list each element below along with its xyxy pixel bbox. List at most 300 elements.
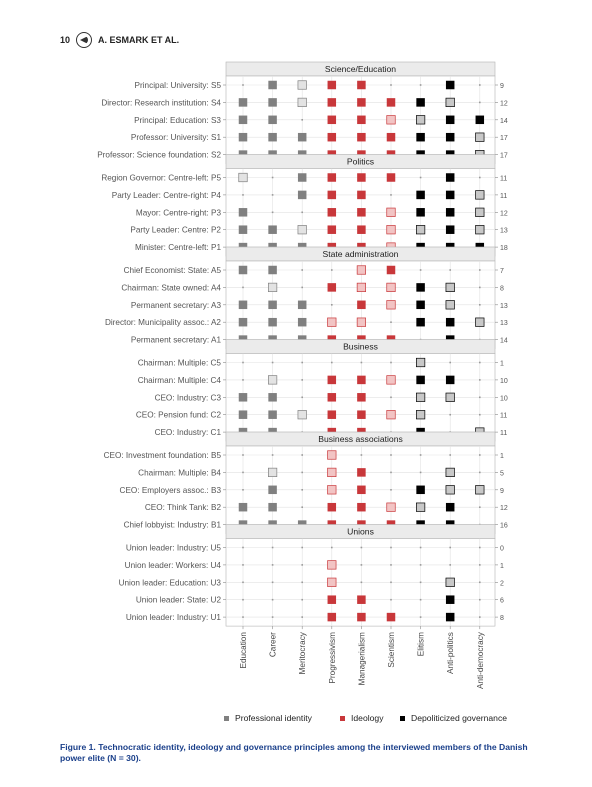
legend-swatch	[400, 716, 405, 721]
figure-caption: Figure 1. Technocratic identity, ideology and governance principles among the interviewed members of the Danish power elite (N = 30).	[60, 742, 528, 763]
cell-strong-square	[268, 225, 277, 234]
cell-strong-square	[446, 376, 455, 385]
cell-strong-square	[357, 486, 366, 495]
row-score: 9	[500, 83, 504, 90]
cell-strong-square	[328, 208, 337, 217]
cell-strong-square	[268, 133, 277, 142]
cell-weak-square	[387, 301, 396, 310]
cell-strong-square	[298, 301, 307, 310]
row-label: Region Governor: Centre-left: P5	[101, 173, 221, 183]
cell-weak-square	[476, 225, 485, 234]
panel-title: Politics	[346, 156, 375, 167]
row-label: CEO: Think Tank: B2	[144, 503, 221, 513]
cell-weak-square	[298, 410, 307, 419]
cell-weak-square	[416, 358, 425, 367]
cell-empty-dot	[420, 84, 422, 86]
cell-strong-square	[268, 486, 277, 495]
cell-strong-square	[357, 173, 366, 182]
cell-strong-square	[298, 173, 307, 182]
legend-swatch	[224, 716, 229, 721]
row-label: Chairman: Multiple: B4	[138, 468, 221, 478]
row-score: 11	[500, 412, 508, 420]
row-score: 17	[500, 152, 508, 160]
x-tick-label: Scientism	[387, 632, 396, 668]
row-label: Permanent secretary: A1	[130, 335, 221, 345]
panel-title: State administration	[322, 249, 399, 259]
cell-empty-dot	[449, 454, 451, 456]
cell-empty-dot	[301, 287, 303, 289]
cell-weak-square	[357, 283, 366, 292]
row-label: Chairman: Multiple: C4	[137, 375, 221, 385]
cell-strong-square	[328, 173, 337, 182]
cell-weak-square	[446, 468, 455, 477]
cell-weak-square	[328, 486, 337, 495]
row-score: 7	[500, 268, 504, 275]
row-score: 0	[500, 545, 504, 553]
cell-strong-square	[357, 208, 366, 217]
legend-label: Depoliticized governance	[411, 713, 508, 723]
x-tick-label: Meritocracy	[298, 632, 308, 675]
cell-empty-dot	[272, 599, 274, 601]
row-label: Union leader: Education: U3	[118, 578, 221, 588]
cell-empty-dot	[479, 506, 481, 508]
cell-empty-dot	[301, 564, 303, 566]
row-score: 11	[500, 192, 508, 200]
cell-strong-square	[268, 266, 277, 275]
cell-strong-square	[268, 116, 277, 125]
cell-strong-square	[416, 318, 425, 327]
cell-empty-dot	[420, 616, 422, 618]
cell-strong-square	[328, 133, 337, 142]
cell-strong-square	[446, 116, 455, 125]
cell-strong-square	[357, 225, 366, 234]
cell-strong-square	[298, 191, 307, 200]
cell-strong-square	[387, 613, 396, 622]
cell-empty-dot	[479, 269, 481, 271]
cell-empty-dot	[479, 599, 481, 601]
cell-empty-dot	[479, 582, 481, 584]
cell-weak-square	[357, 266, 366, 275]
cell-empty-dot	[479, 472, 481, 474]
cell-empty-dot	[361, 362, 363, 364]
row-label: CEO: Investment foundation: B5	[103, 451, 221, 460]
cell-strong-square	[416, 283, 425, 292]
cell-strong-square	[446, 191, 455, 200]
cell-empty-dot	[390, 599, 392, 601]
cell-empty-dot	[272, 177, 274, 179]
cell-empty-dot	[301, 489, 303, 491]
legend-label: Professional identity	[235, 713, 312, 723]
cell-weak-square	[268, 376, 277, 385]
cell-weak-square	[446, 98, 455, 107]
legend-label: Ideology	[351, 713, 384, 723]
cell-weak-square	[476, 318, 485, 327]
cell-strong-square	[328, 613, 337, 622]
cell-strong-square	[298, 133, 307, 142]
cell-strong-square	[416, 208, 425, 217]
cell-empty-dot	[242, 84, 244, 86]
cell-strong-square	[357, 595, 366, 604]
cell-strong-square	[416, 376, 425, 385]
row-score: 10	[500, 377, 508, 385]
cell-empty-dot	[361, 564, 363, 566]
cell-strong-square	[357, 191, 366, 200]
x-tick-label: Elitism	[416, 632, 426, 657]
cell-weak-square	[268, 468, 277, 477]
cell-empty-dot	[242, 582, 244, 584]
row-score: 1	[500, 360, 504, 368]
row-score: 14	[500, 337, 508, 345]
cell-empty-dot	[301, 506, 303, 508]
cell-weak-square	[387, 225, 396, 234]
cell-empty-dot	[242, 489, 244, 491]
x-tick-label: Education	[239, 632, 248, 669]
cell-empty-dot	[449, 564, 451, 566]
cell-empty-dot	[272, 547, 274, 549]
row-score: 1	[500, 453, 504, 460]
cell-strong-square	[239, 410, 248, 419]
cell-empty-dot	[301, 472, 303, 474]
row-score: 8	[500, 615, 504, 623]
cell-empty-dot	[420, 177, 422, 179]
cell-weak-square	[328, 468, 337, 477]
row-score: 12	[500, 100, 508, 108]
cell-empty-dot	[479, 287, 481, 289]
cell-empty-dot	[449, 547, 451, 549]
cell-weak-square	[416, 393, 425, 402]
row-score: 17	[500, 135, 508, 143]
cell-strong-square	[268, 410, 277, 419]
cell-empty-dot	[420, 564, 422, 566]
cell-weak-square	[328, 561, 337, 570]
cell-weak-square	[416, 410, 425, 419]
cell-strong-square	[239, 301, 248, 310]
cell-weak-square	[387, 283, 396, 292]
row-label: Party Leader: Centre-right: P4	[111, 190, 221, 200]
row-label: Union leader: State: U2	[135, 595, 221, 605]
cell-empty-dot	[331, 362, 333, 364]
row-label: Professor: University: S1	[130, 133, 221, 143]
cell-empty-dot	[242, 194, 244, 196]
row-label: Union leader: Workers: U4	[124, 560, 221, 570]
cell-strong-square	[476, 116, 485, 125]
cell-empty-dot	[242, 564, 244, 566]
cell-empty-dot	[301, 119, 303, 121]
row-score: 18	[500, 245, 508, 253]
cell-empty-dot	[390, 84, 392, 86]
cell-empty-dot	[301, 547, 303, 549]
cell-empty-dot	[331, 304, 333, 306]
cell-weak-square	[446, 486, 455, 495]
x-tick-label: Anti-politics	[446, 632, 456, 674]
cell-weak-square	[298, 225, 307, 234]
cell-empty-dot	[301, 397, 303, 399]
cell-empty-dot	[301, 616, 303, 618]
cell-weak-square	[298, 98, 307, 107]
row-score: 1	[500, 562, 504, 570]
cell-strong-square	[357, 376, 366, 385]
cell-empty-dot	[272, 582, 274, 584]
cell-empty-dot	[390, 454, 392, 456]
row-score: 16	[500, 522, 508, 530]
cell-empty-dot	[301, 212, 303, 214]
cell-strong-square	[357, 116, 366, 125]
cell-strong-square	[416, 301, 425, 310]
running-head-authors: A. ESMARK ET AL.	[98, 35, 180, 45]
cell-empty-dot	[479, 102, 481, 104]
cell-strong-square	[239, 318, 248, 327]
cell-strong-square	[446, 81, 455, 90]
cell-strong-square	[239, 503, 248, 512]
cell-strong-square	[357, 133, 366, 142]
cell-empty-dot	[420, 582, 422, 584]
cell-weak-square	[476, 208, 485, 217]
row-score: 10	[500, 395, 508, 403]
cell-strong-square	[239, 116, 248, 125]
row-score: 12	[500, 210, 508, 218]
cell-strong-square	[446, 613, 455, 622]
cell-strong-square	[357, 613, 366, 622]
cell-strong-square	[357, 301, 366, 310]
cell-strong-square	[239, 133, 248, 142]
row-score: 5	[500, 470, 504, 478]
row-label: Chairman: State owned: A4	[121, 283, 221, 293]
cell-weak-square	[476, 486, 485, 495]
cell-strong-square	[416, 98, 425, 107]
cell-strong-square	[268, 98, 277, 107]
cell-strong-square	[446, 173, 455, 182]
row-label: Minister: Centre-left: P1	[135, 243, 221, 253]
cell-strong-square	[357, 503, 366, 512]
cell-empty-dot	[272, 362, 274, 364]
row-score: 11	[500, 175, 508, 183]
cell-empty-dot	[420, 454, 422, 456]
cell-empty-dot	[331, 269, 333, 271]
cell-strong-square	[328, 410, 337, 419]
cell-strong-square	[239, 225, 248, 234]
row-label: CEO: Pension fund: C2	[135, 410, 221, 420]
row-label: Principal: Education: S3	[134, 115, 221, 125]
cell-strong-square	[268, 318, 277, 327]
cell-weak-square	[298, 81, 307, 90]
cell-empty-dot	[420, 547, 422, 549]
panel-title: Business	[343, 341, 378, 352]
row-label: Chief lobbyist: Industry: B1	[123, 520, 221, 530]
cell-strong-square	[328, 81, 337, 90]
panel-title: Science/Education	[324, 64, 397, 74]
cell-empty-dot	[449, 414, 451, 416]
cell-weak-square	[446, 393, 455, 402]
cell-empty-dot	[479, 616, 481, 618]
row-score: 13	[500, 320, 508, 328]
x-tick-label: Anti-democracy	[475, 632, 485, 689]
row-label: CEO: Employers assoc.: B3	[119, 485, 221, 495]
cell-strong-square	[239, 266, 248, 275]
cell-strong-square	[357, 81, 366, 90]
cell-weak-square	[416, 116, 425, 125]
row-label: Chief Economist: State: A5	[123, 266, 221, 275]
cell-empty-dot	[272, 212, 274, 214]
x-tick-label: Progressivism	[327, 632, 337, 684]
cell-empty-dot	[242, 472, 244, 474]
row-label: Director: Research institution: S4	[101, 98, 221, 108]
cell-empty-dot	[479, 177, 481, 179]
row-score: 8	[500, 285, 504, 293]
cell-strong-square	[298, 318, 307, 327]
cell-strong-square	[387, 133, 396, 142]
row-label: Director: Municipality assoc.: A2	[104, 318, 221, 328]
cell-empty-dot	[242, 454, 244, 456]
cell-weak-square	[328, 578, 337, 587]
cell-strong-square	[446, 133, 455, 142]
cell-strong-square	[328, 503, 337, 512]
cell-strong-square	[387, 266, 396, 275]
cell-empty-dot	[242, 547, 244, 549]
cell-strong-square	[416, 133, 425, 142]
cell-empty-dot	[479, 454, 481, 456]
row-label: Union leader: Industry: U1	[125, 613, 221, 623]
row-label: CEO: Industry: C1	[154, 428, 221, 438]
cell-weak-square	[328, 318, 337, 327]
cell-strong-square	[328, 376, 337, 385]
cell-strong-square	[416, 486, 425, 495]
cell-empty-dot	[390, 194, 392, 196]
cell-weak-square	[416, 503, 425, 512]
cell-empty-dot	[242, 287, 244, 289]
cell-strong-square	[328, 595, 337, 604]
cell-empty-dot	[242, 599, 244, 601]
cell-empty-dot	[479, 414, 481, 416]
page-number: 10	[60, 35, 71, 45]
row-score: 14	[500, 117, 508, 125]
row-score: 2	[500, 580, 504, 588]
row-label: CEO: Industry: C3	[154, 393, 221, 403]
cell-strong-square	[268, 301, 277, 310]
cell-weak-square	[328, 451, 337, 460]
row-label: Party Leader: Centre: P2	[130, 225, 221, 235]
cell-weak-square	[387, 503, 396, 512]
cell-weak-square	[387, 208, 396, 217]
cell-strong-square	[357, 393, 366, 402]
x-tick-label: Career	[268, 632, 278, 658]
cell-strong-square	[357, 98, 366, 107]
cell-empty-dot	[242, 616, 244, 618]
cell-empty-dot	[390, 564, 392, 566]
cell-empty-dot	[390, 362, 392, 364]
cell-empty-dot	[361, 547, 363, 549]
cell-strong-square	[416, 191, 425, 200]
cell-empty-dot	[301, 599, 303, 601]
row-label: Permanent secretary: A3	[130, 300, 221, 310]
cell-strong-square	[268, 503, 277, 512]
cell-weak-square	[476, 133, 485, 142]
cell-strong-square	[446, 595, 455, 604]
cell-strong-square	[239, 208, 248, 217]
row-score: 12	[500, 505, 508, 513]
row-score: 11	[500, 430, 508, 438]
cell-empty-dot	[301, 269, 303, 271]
cell-empty-dot	[301, 582, 303, 584]
cell-empty-dot	[331, 547, 333, 549]
cell-weak-square	[239, 173, 248, 182]
cell-empty-dot	[272, 194, 274, 196]
cell-empty-dot	[479, 397, 481, 399]
cell-strong-square	[328, 116, 337, 125]
cell-empty-dot	[449, 362, 451, 364]
cell-weak-square	[268, 283, 277, 292]
row-score: 9	[500, 487, 504, 495]
cell-strong-square	[446, 208, 455, 217]
row-label: Mayor: Centre-right: P3	[135, 208, 221, 218]
cell-strong-square	[387, 173, 396, 182]
cell-empty-dot	[479, 564, 481, 566]
cell-empty-dot	[479, 379, 481, 381]
cell-empty-dot	[361, 454, 363, 456]
cell-empty-dot	[390, 321, 392, 323]
row-label: Union leader: Industry: U5	[125, 543, 221, 553]
cell-strong-square	[328, 191, 337, 200]
cell-strong-square	[328, 98, 337, 107]
row-label: Chairman: Multiple: C5	[137, 358, 221, 368]
cell-weak-square	[446, 301, 455, 310]
cell-weak-square	[387, 410, 396, 419]
cell-weak-square	[446, 283, 455, 292]
cell-strong-square	[268, 393, 277, 402]
cell-weak-square	[446, 578, 455, 587]
row-label: Principal: University: S5	[134, 81, 221, 90]
cell-strong-square	[239, 98, 248, 107]
cell-empty-dot	[390, 547, 392, 549]
cell-empty-dot	[479, 84, 481, 86]
cell-weak-square	[387, 116, 396, 125]
cell-empty-dot	[301, 454, 303, 456]
cell-strong-square	[268, 81, 277, 90]
panel-title: Business associations	[318, 434, 403, 444]
cell-strong-square	[328, 393, 337, 402]
cell-empty-dot	[420, 269, 422, 271]
cell-strong-square	[446, 503, 455, 512]
cell-strong-square	[328, 283, 337, 292]
cell-weak-square	[476, 191, 485, 200]
cell-empty-dot	[301, 362, 303, 364]
legend-swatch	[340, 716, 345, 721]
cell-empty-dot	[272, 616, 274, 618]
cell-empty-dot	[390, 397, 392, 399]
row-label: Professor: Science foundation: S2	[97, 150, 221, 160]
cell-empty-dot	[301, 379, 303, 381]
cell-empty-dot	[420, 472, 422, 474]
cell-empty-dot	[390, 489, 392, 491]
row-score: 13	[500, 302, 508, 310]
cell-strong-square	[357, 410, 366, 419]
cell-empty-dot	[272, 454, 274, 456]
cell-strong-square	[239, 393, 248, 402]
cell-strong-square	[357, 468, 366, 477]
cell-strong-square	[387, 98, 396, 107]
cell-strong-square	[328, 225, 337, 234]
cell-empty-dot	[479, 547, 481, 549]
cell-empty-dot	[390, 472, 392, 474]
cell-empty-dot	[479, 362, 481, 364]
cell-weak-square	[357, 318, 366, 327]
cell-empty-dot	[242, 362, 244, 364]
row-score: 13	[500, 227, 508, 235]
cell-strong-square	[446, 318, 455, 327]
panel-title: Unions	[347, 526, 374, 537]
row-score: 6	[500, 597, 504, 605]
cell-empty-dot	[479, 304, 481, 306]
cell-empty-dot	[420, 599, 422, 601]
